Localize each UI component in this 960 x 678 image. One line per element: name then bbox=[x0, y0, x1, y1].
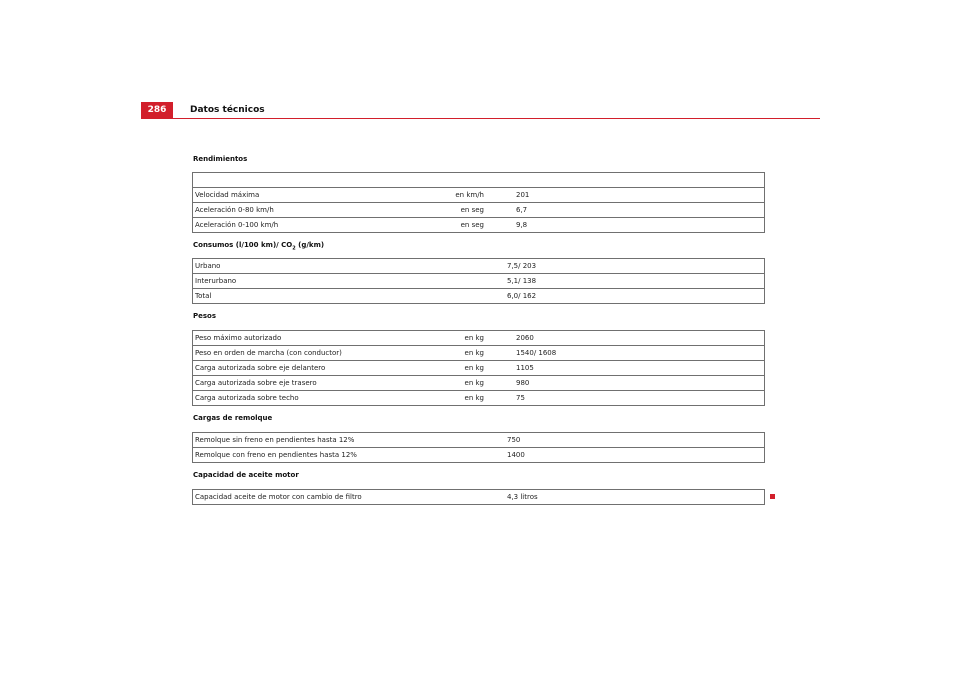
row-label: Carga autorizada sobre eje trasero bbox=[193, 376, 443, 391]
row-value: 6,0/ 162 bbox=[505, 289, 765, 304]
row-value: 9,8 bbox=[514, 218, 765, 233]
row-value: 4,3 litros bbox=[505, 490, 765, 505]
table-row bbox=[193, 433, 765, 448]
consumos-title-pre: Consumos (l/100 km)/ CO bbox=[193, 241, 293, 249]
table-row bbox=[193, 259, 765, 274]
row-unit: en kg bbox=[442, 391, 486, 406]
table-row bbox=[193, 346, 765, 361]
table-row bbox=[193, 218, 765, 233]
page-header bbox=[141, 102, 820, 118]
row-value: 1540/ 1608 bbox=[514, 346, 765, 361]
table-pesos bbox=[192, 330, 765, 406]
row-label: Peso máximo autorizado bbox=[193, 331, 443, 346]
section-title-consumos bbox=[193, 241, 324, 251]
row-value: 6,7 bbox=[514, 203, 765, 218]
row-unit: en kg bbox=[442, 361, 486, 376]
row-value: 7,5/ 203 bbox=[505, 259, 765, 274]
section-title-pesos: Pesos bbox=[193, 312, 217, 320]
table-remolque bbox=[192, 432, 765, 463]
table-consumos bbox=[192, 258, 765, 304]
header-rule bbox=[141, 118, 820, 119]
row-value: 1105 bbox=[514, 361, 765, 376]
row-label: Remolque con freno en pendientes hasta 12% bbox=[193, 448, 506, 463]
table-row bbox=[193, 203, 765, 218]
row-unit: en kg bbox=[442, 376, 486, 391]
row-value: 2060 bbox=[514, 331, 765, 346]
row-value: 75 bbox=[514, 391, 765, 406]
table-row bbox=[193, 490, 765, 505]
table-rendimientos bbox=[192, 172, 765, 233]
consumos-title-post: (g/km) bbox=[295, 241, 325, 249]
page-number: 286 bbox=[141, 102, 173, 118]
table-row bbox=[193, 188, 765, 203]
table-aceite bbox=[192, 489, 765, 505]
end-of-section-square-icon bbox=[770, 494, 775, 499]
row-label: Peso en orden de marcha (con conductor) bbox=[193, 346, 443, 361]
row-unit: en kg bbox=[442, 331, 486, 346]
row-value: 980 bbox=[514, 376, 765, 391]
table-row bbox=[193, 376, 765, 391]
table-row bbox=[193, 361, 765, 376]
section-title-remolque: Cargas de remolque bbox=[193, 414, 273, 422]
row-label: Interurbano bbox=[193, 274, 506, 289]
row-unit: en seg bbox=[442, 218, 486, 233]
consumos-title-sub: 2 bbox=[292, 245, 296, 252]
row-label: Aceleración 0-80 km/h bbox=[193, 203, 443, 218]
section-title-aceite: Capacidad de aceite motor bbox=[193, 471, 299, 479]
row-label: Carga autorizada sobre eje delantero bbox=[193, 361, 443, 376]
row-unit: en kg bbox=[442, 346, 486, 361]
row-value: 201 bbox=[514, 188, 765, 203]
row-label: Total bbox=[193, 289, 506, 304]
row-value: 750 bbox=[505, 433, 765, 448]
row-label: Remolque sin freno en pendientes hasta 12% bbox=[193, 433, 506, 448]
row-value: 5,1/ 138 bbox=[505, 274, 765, 289]
table-row bbox=[193, 289, 765, 304]
row-unit: en km/h bbox=[442, 188, 486, 203]
row-label: Aceleración 0-100 km/h bbox=[193, 218, 443, 233]
section-title-rendimientos: Rendimientos bbox=[193, 155, 248, 163]
table-header-row bbox=[193, 173, 765, 188]
row-label: Velocidad máxima bbox=[193, 188, 443, 203]
row-label: Urbano bbox=[193, 259, 506, 274]
table-row bbox=[193, 331, 765, 346]
table-row bbox=[193, 274, 765, 289]
page-title: Datos técnicos bbox=[190, 105, 265, 115]
row-label: Capacidad aceite de motor con cambio de filtro bbox=[193, 490, 506, 505]
row-unit: en seg bbox=[442, 203, 486, 218]
table-row bbox=[193, 391, 765, 406]
row-label: Carga autorizada sobre techo bbox=[193, 391, 443, 406]
row-value: 1400 bbox=[505, 448, 765, 463]
table-row bbox=[193, 448, 765, 463]
